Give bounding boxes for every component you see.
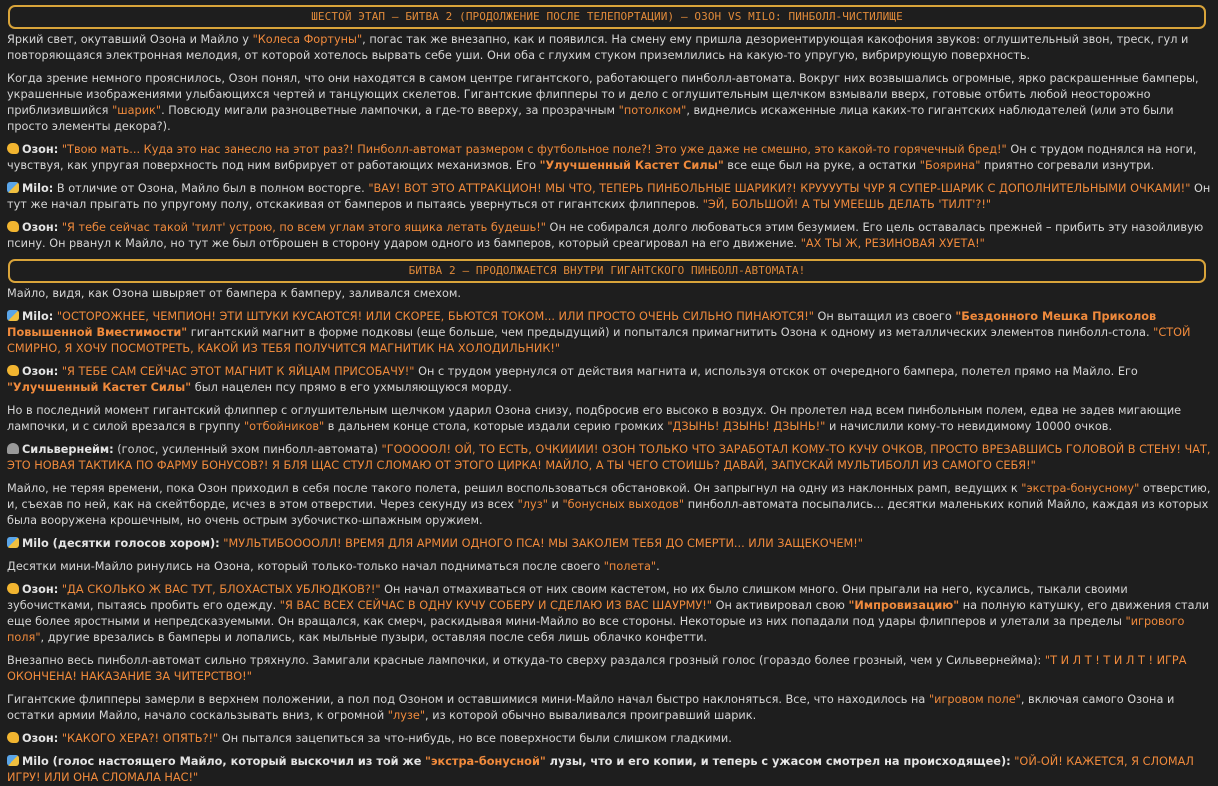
- speaker-name: Milo:: [22, 182, 54, 195]
- performing-arts-mask-icon: [7, 537, 19, 548]
- performing-arts-mask-icon: [7, 310, 19, 321]
- quote: "ОСТОРОЖНЕЕ, ЧЕМПИОН! ЭТИ ШТУКИ КУСАЮТСЯ! ИЛИ СКОРЕЕ, БЬЮТСЯ ТОКОМ... ИЛИ ПРОСТО ОЧЕНЬ СИЛЬНО ПИНАЮТСЯ!": [56, 310, 814, 323]
- quote: "ГОООООЛ! ОЙ, ТО ЕСТЬ, ОЧКИИИИ! ОЗОН ТОЛЬКО ЧТО ЗАРАБОТАЛ КОМУ-ТО КУЧУ ОЧКОВ, ПРОСТО ВРЕЗАВШИСЬ ГОЛОВОЙ В СТЕНУ! ЧАТ, ЭТО НОВАЯ ТАКТИКА ПО ФАРМУ БОНУСОВ?! Я БЛЯ ЩАС СТУЛ СЛОМАЮ ОТ ЭТОГО ЦИРКА! МАЙЛО, А ТЫ ЧЕГО СТОИШЬ? ДАВАЙ, ЗАПУСКАЙ МУЛЬТИБОЛЛ ИЗ САМОГО СЕБЯ!": [7, 443, 1211, 472]
- highlight-term: "шарик": [112, 104, 162, 117]
- quote: "ОЙ-ОЙ! КАЖЕТСЯ, Я СЛОМАЛ ИГРУ! ИЛИ ОНА СЛОМАЛА НАС!": [7, 755, 1194, 784]
- paragraph-arrival: Яркий свет, окутавший Озона и Майло у "Колеса Фортуны", погас так же внезапно, как и появился. На смену ему пришла дезориентирующая какофония звуков: оглушительный звон, треск, гул и повторяющаяся электронная мелодия, от которой хотелось вырвать себе уши. Они оба с глухим стуком приземлились на какую-то упругую, вибрирующую поверхность.: [7, 33, 1189, 62]
- speaker-name: Milo (десятки голосов хором):: [22, 537, 220, 550]
- highlight-item: "экстра-бонусной": [424, 755, 546, 768]
- speaker-name: Озон:: [22, 732, 59, 745]
- speaker-name: Сильвернейм:: [22, 443, 114, 456]
- highlight-term: "бонусных выходов": [562, 498, 685, 511]
- dialogue-milo: Milo: "ОСТОРОЖНЕЕ, ЧЕМПИОН! ЭТИ ШТУКИ КУСАЮТСЯ! ИЛИ СКОРЕЕ, БЬЮТСЯ ТОКОМ... ИЛИ ПРОСТО ОЧЕНЬ СИЛЬНО ПИНАЮТСЯ!" Он вытащил из своего "Бездонного Мешка Приколов Повышенной Вместимости" гигантский магнит в форме подковы (еще больше, чем предыдущий) и попытался примагнитить Озона к одному из металлических элементов пинболл-стола. "СТОЙ СМИРНО, Я ХОЧУ ПОСМОТРЕТЬ, КАКОЙ ИЗ ТЕБЯ ПОЛУЧИТСЯ МАГНИТИК НА ХОЛОДИЛЬНИК!": [7, 310, 1191, 355]
- speaker-name: Milo:: [22, 310, 54, 323]
- quote: "Твою мать... Куда это нас занесло на этот раз?! Пинболл-автомат размером с футбольное поле?! Это уже даже не смешно, это какой-то горячечный бред!": [61, 143, 1007, 156]
- banner-title: БИТВА 2 – ПРОДОЛЖАЕТСЯ ВНУТРИ ГИГАНТСКОГО ПИНБОЛЛ-АВТОМАТА!: [408, 264, 806, 277]
- paragraph-pinball-description: Когда зрение немного прояснилось, Озон понял, что они находятся в самом центре гигантского, работающего пинболл-автомата. Вокруг них возвышались огромные, ярко раскрашенные бамперы, украшенные изображениями улыбающихся чертей и танцующих скелетов. Гигантские флипперы то и дело с оглушительным щелчком взмывали вверх, готовые отбить любой неосторожно приблизившийся "шарик". Повсюду мигали разноцветные лампочки, а где-то вверху, за прозрачным "потолком", виднелись искаженные лица каких-то гигантских наблюдателей (или это были просто элементы декора?).: [7, 72, 1199, 133]
- speaker-name-tail: лузы, что и его копии, и теперь с ужасом смотрел на происходящее):: [545, 755, 1011, 768]
- highlight-term: "лузе": [387, 709, 426, 722]
- speaker-name: Озон:: [22, 221, 59, 234]
- highlight-term: "ДЗЫНЬ! ДЗЫНЬ! ДЗЫНЬ!": [667, 420, 826, 433]
- paragraph-multiball: Майло, не теряя времени, пока Озон приходил в себя после такого полета, решил воспользоваться обстановкой. Он запрыгнул на одну из наклонных рамп, ведущих к "экстра-бонусному" отверстию, и, съехав по ней, как на скейтборде, исчез в этом отверстии. Через секунду из всех "луз" и "бонусных выходов" пинболл-автомата посыпались... десятки маленьких копий Майло, каждая из которых была вооружена крошечным, но очень острым зубочистко-шпажным оружием.: [7, 482, 1211, 527]
- highlight-term: "отбойников": [243, 420, 325, 433]
- paragraph-milo-laughs: Майло, видя, как Озона швыряет от бампера к бамперу, заливался смехом.: [7, 287, 461, 300]
- performing-arts-mask-icon: [7, 755, 19, 766]
- dialogue-ozon: Озон: "ДА СКОЛЬКО Ж ВАС ТУТ, БЛОХАСТЫХ УБЛЮДКОВ?!" Он начал отмахиваться от них своим кастетом, но их было слишком много. Они прыгали на него, кусались, тыкали своими зубочистками, пытаясь пробить его одежду. "Я ВАС ВСЕХ СЕЙЧАС В ОДНУ КУЧУ СОБЕРУ И СДЕЛАЮ ИЗ ВАС ШАУРМУ!" Он активировал свою "Импровизацию" на полную катушку, его движения стали еще более яростными и непредсказуемыми. Он вращался, как смерч, раскидывая мини-Майло во все стороны. Некоторые из них попадали под удары флипперов и улетали за пределы "игрового поля", другие врезались в бамперы и лопались, как мыльные пузыри, оставляя после себя лишь облачко конфетти.: [7, 583, 1210, 644]
- quote: "МУЛЬТИБООООЛЛ! ВРЕМЯ ДЛЯ АРМИИ ОДНОГО ПСА! МЫ ЗАКОЛЕМ ТЕБЯ ДО СМЕРТИ... ИЛИ ЗАЩЕКОЧЕМ!": [219, 537, 863, 550]
- speaker-name: Milo (голос настоящего Майло, который выскочил из той же: [22, 755, 422, 768]
- section-banner-stage-six: [8, 5, 1206, 29]
- flexed-biceps-icon: [7, 221, 19, 232]
- highlight-term: "игровом поле": [928, 693, 1021, 706]
- highlight-term: "игрового поля": [7, 615, 1185, 644]
- speaker-name: Озон:: [22, 365, 59, 378]
- quote: "Я ТЕБЕ САМ СЕЙЧАС ЭТОТ МАГНИТ К ЯЙЦАМ ПРИСОБАЧУ!": [61, 365, 415, 378]
- flexed-biceps-icon: [7, 583, 19, 594]
- dialogue-ozon: Озон: "КАКОГО ХЕРА?! ОПЯТЬ?!" Он пытался зацепиться за что-нибудь, но все поверхности были слишком гладкими.: [7, 731, 1211, 747]
- highlight-item: "Улучшенный Кастет Силы": [539, 159, 724, 172]
- quote: "Т И Л Т ! Т И Л Т ! ИГРА ОКОНЧЕНА! НАКАЗАНИЕ ЗА ЧИТЕРСТВО!": [7, 654, 1187, 683]
- section-banner-battle-two: [8, 259, 1206, 283]
- highlight-item: "Бездонного Мешка Приколов Повышенной Вместимости": [7, 310, 1157, 339]
- dialogue-milo-real: [7, 754, 1211, 786]
- dialogue-ozon: Озон: "Я ТЕБЕ САМ СЕЙЧАС ЭТОТ МАГНИТ К ЯЙЦАМ ПРИСОБАЧУ!" Он с трудом увернулся от действия магнита и, используя отскок от очередного бампера, полетел прямо на Майло. Его "Улучшенный Кастет Силы" был нацелен псу прямо в его ухмыляющуюся морду.: [7, 365, 1138, 394]
- quote: "ВАУ! ВОТ ЭТО АТТРАКЦИОН! МЫ ЧТО, ТЕПЕРЬ ПИНБОЛЬНЫЕ ШАРИКИ?! КРУУУУТЫ ЧУР Я СУПЕР-ШАРИК С ДОПОЛНИТЕЛЬНЫМИ ОЧКАМИ!": [368, 182, 1191, 195]
- paragraph-flipper-hit: Но в последний момент гигантский флиппер с оглушительным щелчком ударил Озона снизу, подбросив его высоко в воздух. Он пролетел над всем пинбольным полем, едва не задев мигающие лампочки, и с силой врезался в группу "отбойников" в дальнем конце стола, которые издали серию громких "ДЗЫНЬ! ДЗЫНЬ! ДЗЫНЬ!" и начислили кому-то невидимому 10000 очков.: [7, 404, 1182, 433]
- highlight-term: "Боярина": [919, 159, 981, 172]
- paragraph-tilt: Внезапно весь пинболл-автомат сильно тряхнуло. Замигали красные лампочки, и откуда-то сверху раздался грозный голос (гораздо более грозный, чем у Сильвернейма): "Т И Л Т ! Т И Л Т ! ИГРА ОКОНЧЕНА! НАКАЗАНИЕ ЗА ЧИТЕРСТВО!": [7, 654, 1187, 683]
- highlight-term: "потолком": [618, 104, 687, 117]
- flexed-biceps-icon: [7, 143, 19, 154]
- quote: "ДА СКОЛЬКО Ж ВАС ТУТ, БЛОХАСТЫХ УБЛЮДКОВ?!": [61, 583, 381, 596]
- flexed-biceps-icon: [7, 732, 19, 743]
- speaker-name: Озон:: [22, 583, 59, 596]
- quote: "Я тебе сейчас такой 'тилт' устрою, по всем углам этого ящика летать будешь!": [61, 221, 546, 234]
- quote: "СТОЙ СМИРНО, Я ХОЧУ ПОСМОТРЕТЬ, КАКОЙ ИЗ ТЕБЯ ПОЛУЧИТСЯ МАГНИТИК НА ХОЛОДИЛЬНИК!": [7, 326, 1191, 355]
- paragraph-mini-milo-attack: Десятки мини-Майло ринулись на Озона, который только-только начал подниматься после своего "полета".: [7, 560, 660, 573]
- banner-title: ШЕСТОЙ ЭТАП – БИТВА 2 (ПРОДОЛЖЕНИЕ ПОСЛЕ ТЕЛЕПОРТАЦИИ) – ОЗОН VS MILO: ПИНБОЛЛ-ЧИСТИЛИЩЕ: [311, 10, 903, 23]
- dialogue-milo-chorus: [7, 536, 1211, 552]
- performing-arts-mask-icon: [7, 182, 19, 193]
- highlight-term: "луз": [517, 498, 548, 511]
- speaker-name: Озон:: [22, 143, 59, 156]
- highlight-term: "полета": [603, 560, 657, 573]
- highlight-item: "Импровизацию": [848, 599, 960, 612]
- wizard-icon: [7, 443, 19, 454]
- highlight-term: "экстра-бонусному": [1021, 482, 1140, 495]
- quote: "ЭЙ, БОЛЬШОЙ! А ТЫ УМЕЕШЬ ДЕЛАТЬ 'ТИЛТ'?!": [702, 198, 992, 211]
- dialogue-ozon: Озон: "Я тебе сейчас такой 'тилт' устрою, по всем углам этого ящика летать будешь!" Он не собирался долго любоваться этим безумием. Его цель оставалась прежней – прибить эту назойливую псину. Он рванул к Майло, но тут же был отброшен в сторону ударом одного из бамперов, который среагировал на его движение. "АХ ТЫ Ж, РЕЗИНОВАЯ ХУЕТА!": [7, 221, 1204, 250]
- quote: "Я ВАС ВСЕХ СЕЙЧАС В ОДНУ КУЧУ СОБЕРУ И СДЕЛАЮ ИЗ ВАС ШАУРМУ!": [279, 599, 713, 612]
- paragraph-floor-tilting: Гигантские флипперы замерли в верхнем положении, а пол под Озоном и оставшимися мини-Майло начал быстро наклоняться. Все, что находилось на "игровом поле", включая самого Озона и остатки армии Майло, начало соскальзывать вниз, к огромной "лузе", из которой обычно вываливался проигравший шарик.: [7, 693, 1175, 722]
- dialogue-milo: Milo: В отличие от Озона, Майло был в полном восторге. "ВАУ! ВОТ ЭТО АТТРАКЦИОН! МЫ ЧТО, ТЕПЕРЬ ПИНБОЛЬНЫЕ ШАРИКИ?! КРУУУУТЫ ЧУР Я СУПЕР-ШАРИК С ДОПОЛНИТЕЛЬНЫМИ ОЧКАМИ!" Он тут же начал прыгать по упругому полу, отскакивая от бамперов и пытаясь увернуться от гигантских флипперов. "ЭЙ, БОЛЬШОЙ! А ТЫ УМЕЕШЬ ДЕЛАТЬ 'ТИЛТ'?!": [7, 182, 1211, 211]
- flexed-biceps-icon: [7, 365, 19, 376]
- quote: "КАКОГО ХЕРА?! ОПЯТЬ?!": [61, 732, 219, 745]
- highlight-item: "Улучшенный Кастет Силы": [7, 381, 192, 394]
- dialogue-silvername: Сильвернейм: (голос, усиленный эхом пинболл-автомата) "ГОООООЛ! ОЙ, ТО ЕСТЬ, ОЧКИИИИ! ОЗОН ТОЛЬКО ЧТО ЗАРАБОТАЛ КОМУ-ТО КУЧУ ОЧКОВ, ПРОСТО ВРЕЗАВШИСЬ ГОЛОВОЙ В СТЕНУ! ЧАТ, ЭТО НОВАЯ ТАКТИКА ПО ФАРМУ БОНУСОВ?! Я БЛЯ ЩАС СТУЛ СЛОМАЮ ОТ ЭТОГО ЦИРКА! МАЙЛО, А ТЫ ЧЕГО СТОИШЬ? ДАВАЙ, ЗАПУСКАЙ МУЛЬТИБОЛЛ ИЗ САМОГО СЕБЯ!": [7, 443, 1211, 472]
- dialogue-ozon: Озон: "Твою мать... Куда это нас занесло на этот раз?! Пинболл-автомат размером с футбольное поле?! Это уже даже не смешно, это какой-то горячечный бред!" Он с трудом поднялся на ноги, чувствуя, как упругая поверхность под ним вибрирует от работающих механизмов. Его "Улучшенный Кастет Силы" все еще был на руке, а остатки "Боярина" приятно согревали изнутри.: [7, 143, 1197, 172]
- highlight-term: "Колеса Фортуны": [252, 33, 363, 46]
- quote: "АХ ТЫ Ж, РЕЗИНОВАЯ ХУЕТА!": [800, 237, 985, 250]
